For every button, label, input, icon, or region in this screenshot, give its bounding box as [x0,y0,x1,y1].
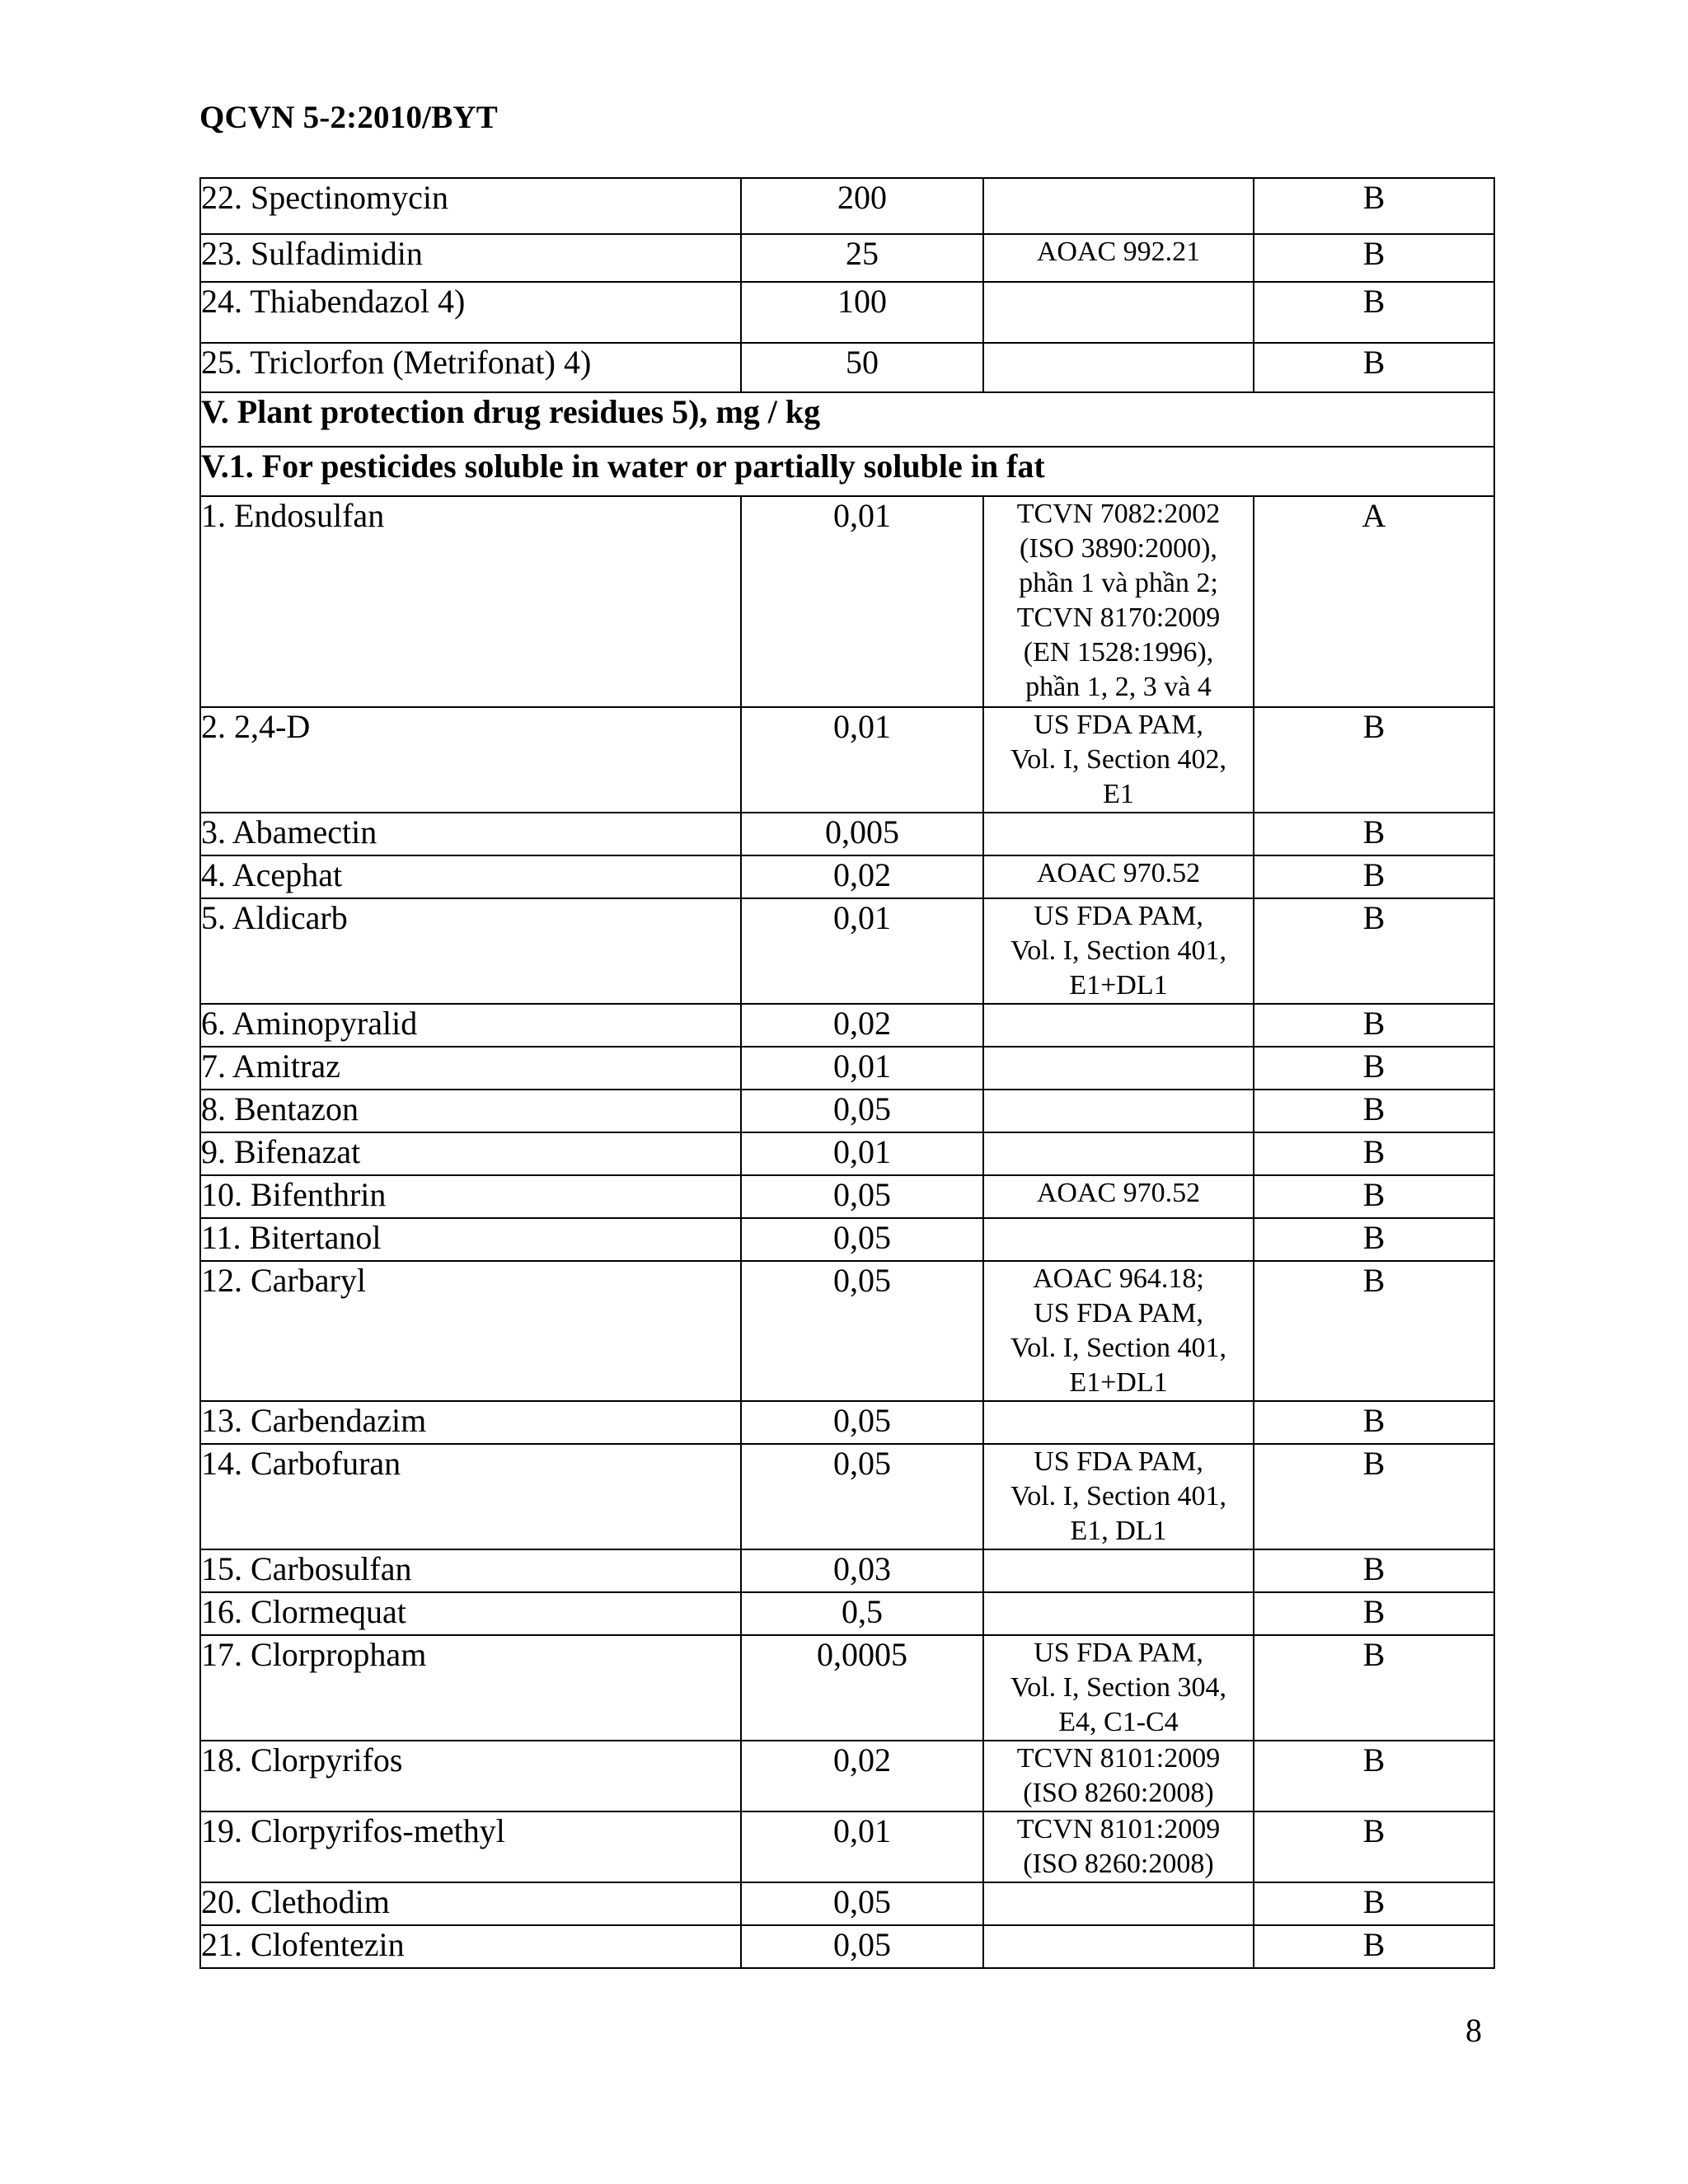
classification-cell: B [1254,282,1494,343]
limit-value-cell: 50 [741,343,983,392]
table-row [200,898,1494,1004]
test-method-cell [983,1925,1254,1968]
test-method-cell: AOAC 992.21 [983,234,1254,282]
classification-cell: B [1254,1549,1494,1592]
substance-name-cell: 25. Triclorfon (Metrifonat) 4) [200,343,741,392]
substance-name-cell: 16. Clormequat [200,1592,741,1635]
test-method-cell: AOAC 970.52 [983,1175,1254,1218]
test-method-cell: US FDA PAM, Vol. I, Section 401, E1+DL1 [983,898,1254,1004]
classification-cell: B [1254,178,1494,234]
limit-value-cell: 0,05 [741,1218,983,1261]
table-row [200,813,1494,855]
table-row [200,1218,1494,1261]
substance-name-cell: 15. Carbosulfan [200,1549,741,1592]
limit-value-cell: 0,05 [741,1925,983,1968]
table-row [200,1401,1494,1444]
limit-value-cell: 0,01 [741,898,983,1004]
table-row [200,1444,1494,1549]
substance-name-cell: 22. Spectinomycin [200,178,741,234]
test-method-cell: AOAC 970.52 [983,855,1254,898]
substance-name-cell: 13. Carbendazim [200,1401,741,1444]
substance-name-cell: 5. Aldicarb [200,898,741,1004]
limit-value-cell: 200 [741,178,983,234]
substance-name-cell: 3. Abamectin [200,813,741,855]
limit-value-cell: 0,01 [741,707,983,813]
test-method-cell [983,178,1254,234]
substance-name-cell: 11. Bitertanol [200,1218,741,1261]
table-row [200,234,1494,282]
test-method-cell [983,1090,1254,1132]
table-top-rows [200,178,1494,392]
test-method-cell: AOAC 964.18; US FDA PAM, Vol. I, Section 401, E1+DL1 [983,1261,1254,1401]
limit-value-cell: 0,05 [741,1090,983,1132]
test-method-cell [983,343,1254,392]
table-row [200,496,1494,707]
classification-cell: B [1254,1635,1494,1741]
test-method-cell: US FDA PAM, Vol. I, Section 402, E1 [983,707,1254,813]
substance-name-cell: 12. Carbaryl [200,1261,741,1401]
substance-name-cell: 17. Clorpropham [200,1635,741,1741]
classification-cell: B [1254,1401,1494,1444]
limit-value-cell: 0,02 [741,1004,983,1047]
limit-value-cell: 0,01 [741,1132,983,1175]
test-method-cell [983,1218,1254,1261]
table-row [200,855,1494,898]
test-method-cell [983,1592,1254,1635]
table-row [200,707,1494,813]
residue-limits-table [199,177,1495,1969]
limit-value-cell: 0,02 [741,855,983,898]
table-row [200,1132,1494,1175]
table-row [200,1090,1494,1132]
classification-cell: B [1254,1592,1494,1635]
test-method-cell [983,813,1254,855]
substance-name-cell: 20. Clethodim [200,1882,741,1925]
page-number: 8 [1465,2012,1482,2049]
section-v-block [200,392,1494,496]
section-v-heading: V. Plant protection drug residues 5), mg / kg [200,392,1494,447]
test-method-cell [983,1882,1254,1925]
classification-cell: B [1254,343,1494,392]
table-row [200,343,1494,392]
section-heading-row [200,447,1494,496]
table-row [200,1549,1494,1592]
limit-value-cell: 0,05 [741,1444,983,1549]
table-row [200,282,1494,343]
classification-cell: B [1254,707,1494,813]
test-method-cell: US FDA PAM, Vol. I, Section 401, E1, DL1 [983,1444,1254,1549]
substance-name-cell: 4. Acephat [200,855,741,898]
limit-value-cell: 0,02 [741,1741,983,1811]
limit-value-cell: 0,05 [741,1175,983,1218]
classification-cell: B [1254,1132,1494,1175]
limit-value-cell: 100 [741,282,983,343]
classification-cell: B [1254,1882,1494,1925]
substance-name-cell: 10. Bifenthrin [200,1175,741,1218]
limit-value-cell: 0,01 [741,496,983,707]
test-method-cell: TCVN 8101:2009 (ISO 8260:2008) [983,1741,1254,1811]
substance-name-cell: 19. Clorpyrifos-methyl [200,1811,741,1882]
table-row [200,178,1494,234]
limit-value-cell: 0,0005 [741,1635,983,1741]
limit-value-cell: 0,005 [741,813,983,855]
substance-name-cell: 6. Aminopyralid [200,1004,741,1047]
limit-value-cell: 0,03 [741,1549,983,1592]
classification-cell: B [1254,813,1494,855]
limit-value-cell: 0,05 [741,1261,983,1401]
substance-name-cell: 18. Clorpyrifos [200,1741,741,1811]
classification-cell: B [1254,898,1494,1004]
test-method-cell: US FDA PAM, Vol. I, Section 304, E4, C1-C4 [983,1635,1254,1741]
limit-value-cell: 25 [741,234,983,282]
classification-cell: B [1254,1047,1494,1090]
classification-cell: B [1254,1741,1494,1811]
classification-cell: B [1254,1090,1494,1132]
table-row [200,1047,1494,1090]
table-row [200,1882,1494,1925]
substance-name-cell: 2. 2,4-D [200,707,741,813]
table-row [200,1635,1494,1741]
classification-cell: B [1254,1261,1494,1401]
limit-value-cell: 0,01 [741,1047,983,1090]
table-row [200,1811,1494,1882]
classification-cell: B [1254,1175,1494,1218]
table-row [200,1741,1494,1811]
substance-name-cell: 7. Amitraz [200,1047,741,1090]
test-method-cell [983,1549,1254,1592]
section-v1-heading: V.1. For pesticides soluble in water or partially soluble in fat [200,447,1494,496]
table-bottom-rows [200,496,1494,1968]
classification-cell: B [1254,1218,1494,1261]
test-method-cell: TCVN 8101:2009 (ISO 8260:2008) [983,1811,1254,1882]
test-method-cell [983,1004,1254,1047]
substance-name-cell: 9. Bifenazat [200,1132,741,1175]
table-row [200,1004,1494,1047]
table-row [200,1592,1494,1635]
substance-name-cell: 24. Thiabendazol 4) [200,282,741,343]
substance-name-cell: 14. Carbofuran [200,1444,741,1549]
classification-cell: B [1254,1925,1494,1968]
substance-name-cell: 21. Clofentezin [200,1925,741,1968]
limit-value-cell: 0,05 [741,1401,983,1444]
classification-cell: B [1254,855,1494,898]
table-row [200,1175,1494,1218]
table-row [200,1261,1494,1401]
test-method-cell [983,1132,1254,1175]
substance-name-cell: 23. Sulfadimidin [200,234,741,282]
limit-value-cell: 0,5 [741,1592,983,1635]
classification-cell: A [1254,496,1494,707]
test-method-cell: TCVN 7082:2002 (ISO 3890:2000), phần 1 và phần 2; TCVN 8170:2009 (EN 1528:1996), phần 1, 2, 3 và 4 [983,496,1254,707]
test-method-cell [983,282,1254,343]
test-method-cell [983,1401,1254,1444]
classification-cell: B [1254,1444,1494,1549]
limit-value-cell: 0,05 [741,1882,983,1925]
section-heading-row [200,392,1494,447]
table-row [200,1925,1494,1968]
classification-cell: B [1254,1811,1494,1882]
classification-cell: B [1254,1004,1494,1047]
document-code-header: QCVN 5-2:2010/BYT [199,100,498,135]
substance-name-cell: 1. Endosulfan [200,496,741,707]
substance-name-cell: 8. Bentazon [200,1090,741,1132]
limit-value-cell: 0,01 [741,1811,983,1882]
test-method-cell [983,1047,1254,1090]
classification-cell: B [1254,234,1494,282]
